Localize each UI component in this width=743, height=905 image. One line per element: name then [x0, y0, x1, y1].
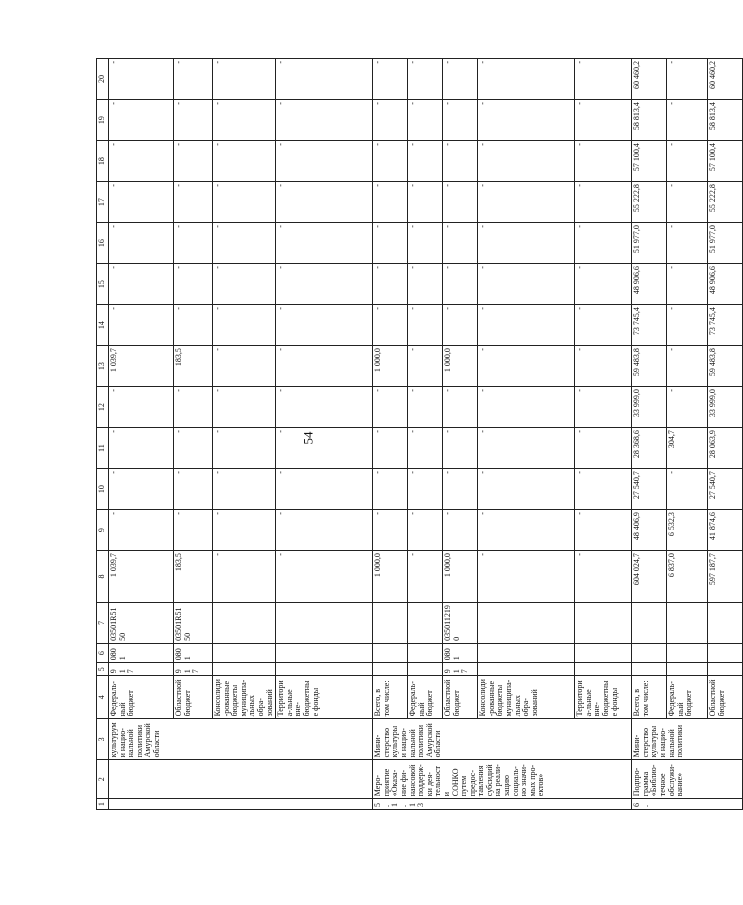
- amount-cell: -: [575, 469, 632, 510]
- page-number: 54: [300, 431, 316, 445]
- amount-cell: 27 540,7: [632, 469, 667, 510]
- amount-cell: -: [213, 305, 276, 346]
- amount-cell: -: [408, 387, 443, 428]
- amount-cell: -: [443, 305, 478, 346]
- executor-cell: Мини-стерство культуры и нацио-нальной политики: [632, 719, 743, 760]
- amount-cell: -: [213, 141, 276, 182]
- amount-cell: -: [478, 182, 575, 223]
- executor-cell: Мини-стерство культуры и нацио-нальной политики Амурской области: [373, 719, 632, 760]
- amount-cell: -: [478, 100, 575, 141]
- column-number: 14: [97, 305, 109, 346]
- table-row: [213, 59, 276, 810]
- cell-col7: [373, 602, 408, 643]
- amount-cell: 183,5: [174, 346, 213, 387]
- column-number: 8: [97, 551, 109, 603]
- amount-cell: -: [276, 182, 373, 223]
- amount-cell: -: [575, 182, 632, 223]
- amount-cell: 1 039,7: [109, 346, 174, 387]
- amount-cell: -: [174, 428, 213, 469]
- amount-cell: -: [109, 223, 174, 264]
- funding-source: Федераль-ный бюджет: [408, 676, 443, 719]
- amount-cell: -: [478, 305, 575, 346]
- amount-cell: 58 813,4: [708, 100, 743, 141]
- amount-cell: -: [213, 223, 276, 264]
- amount-cell: -: [109, 141, 174, 182]
- amount-cell: -: [276, 264, 373, 305]
- cell-col6: [632, 643, 667, 662]
- amount-cell: -: [443, 223, 478, 264]
- amount-cell: -: [575, 551, 632, 603]
- amount-cell: -: [213, 346, 276, 387]
- table-row: [667, 59, 708, 810]
- cell-col7: 03501R5150: [109, 602, 174, 643]
- cell-col7: [575, 602, 632, 643]
- amount-cell: 58 813,4: [632, 100, 667, 141]
- amount-cell: -: [213, 551, 276, 603]
- cell-col6: [667, 643, 708, 662]
- column-number-row: [97, 59, 109, 810]
- amount-cell: -: [667, 469, 708, 510]
- amount-cell: 41 874,6: [708, 510, 743, 551]
- column-number: 13: [97, 346, 109, 387]
- column-number: 7: [97, 602, 109, 643]
- amount-cell: 73 745,4: [632, 305, 667, 346]
- amount-cell: -: [478, 141, 575, 182]
- activity-name: Подпро-грамма «Библио-течное обслужи-вание»: [632, 760, 743, 799]
- amount-cell: -: [109, 387, 174, 428]
- cell-col5: [213, 663, 276, 676]
- amount-cell: 28 063,9: [708, 428, 743, 469]
- amount-cell: -: [575, 510, 632, 551]
- amount-cell: -: [276, 510, 373, 551]
- column-number: 15: [97, 264, 109, 305]
- amount-cell: 27 540,7: [708, 469, 743, 510]
- amount-cell: -: [478, 469, 575, 510]
- amount-cell: -: [408, 305, 443, 346]
- amount-cell: -: [373, 510, 408, 551]
- amount-cell: -: [478, 428, 575, 469]
- amount-cell: -: [667, 346, 708, 387]
- amount-cell: -: [373, 182, 408, 223]
- column-number: 20: [97, 59, 109, 100]
- cell-col6: [575, 643, 632, 662]
- cell-col5: [276, 663, 373, 676]
- cell-col5: [373, 663, 408, 676]
- amount-cell: -: [373, 100, 408, 141]
- cell-col6: 0801: [443, 643, 478, 662]
- amount-cell: -: [109, 305, 174, 346]
- amount-cell: -: [575, 387, 632, 428]
- amount-cell: -: [443, 469, 478, 510]
- amount-cell: -: [575, 346, 632, 387]
- cell-col6: [213, 643, 276, 662]
- rotated-table-wrapper: [96, 58, 726, 810]
- table-body: [97, 59, 743, 810]
- column-number: 17: [97, 182, 109, 223]
- amount-cell: -: [213, 428, 276, 469]
- cell-col7: [708, 602, 743, 643]
- amount-cell: -: [109, 100, 174, 141]
- amount-cell: 48 906,6: [708, 264, 743, 305]
- amount-cell: -: [575, 141, 632, 182]
- column-number: 19: [97, 100, 109, 141]
- amount-cell: -: [213, 387, 276, 428]
- cell-col7: [276, 602, 373, 643]
- cell-col7: [632, 602, 667, 643]
- cell-col6: [373, 643, 408, 662]
- funding-source: Областной бюджет: [443, 676, 478, 719]
- cell-col5: [632, 663, 667, 676]
- cell-col1: [109, 799, 373, 810]
- amount-cell: 60 460,2: [708, 59, 743, 100]
- amount-cell: -: [478, 551, 575, 603]
- column-number: 2: [97, 760, 109, 799]
- column-number: 6: [97, 643, 109, 662]
- amount-cell: -: [373, 141, 408, 182]
- amount-cell: -: [443, 59, 478, 100]
- cell-col5: [478, 663, 575, 676]
- funding-source: Территориа-льные вне-бюджетные фонды: [575, 676, 632, 719]
- amount-cell: 1 039,7: [109, 551, 174, 603]
- amount-cell: 304,7: [667, 428, 708, 469]
- table-row: [109, 59, 174, 810]
- amount-cell: -: [443, 264, 478, 305]
- funding-source: Всего, в том числе:: [373, 676, 408, 719]
- column-number: 1: [97, 799, 109, 810]
- cell-col5: [408, 663, 443, 676]
- amount-cell: -: [443, 182, 478, 223]
- cell-col7: [478, 602, 575, 643]
- amount-cell: -: [667, 264, 708, 305]
- amount-cell: -: [174, 387, 213, 428]
- amount-cell: -: [667, 387, 708, 428]
- funding-source: Областной бюджет: [708, 676, 743, 719]
- amount-cell: -: [174, 59, 213, 100]
- amount-cell: -: [408, 510, 443, 551]
- cell-col5: [708, 663, 743, 676]
- cell-col6: 0801: [109, 643, 174, 662]
- funding-source: Федераль-ный бюджет: [109, 676, 174, 719]
- amount-cell: -: [443, 141, 478, 182]
- amount-cell: -: [373, 59, 408, 100]
- funding-source: Консолиди-рованные бюджеты муниципа-льных обра-зований: [213, 676, 276, 719]
- cell-col7: 0350112190: [443, 602, 478, 643]
- amount-cell: -: [373, 469, 408, 510]
- amount-cell: -: [276, 387, 373, 428]
- cell-col6: [708, 643, 743, 662]
- amount-cell: 33 999,0: [632, 387, 667, 428]
- cell-col7: [667, 602, 708, 643]
- cell-col5: 917: [109, 663, 174, 676]
- funding-source: Всего, в том числе:: [632, 676, 667, 719]
- amount-cell: -: [213, 59, 276, 100]
- amount-cell: -: [478, 346, 575, 387]
- amount-cell: -: [408, 428, 443, 469]
- amount-cell: 1 000,0: [443, 346, 478, 387]
- amount-cell: -: [478, 510, 575, 551]
- column-number: 4: [97, 676, 109, 719]
- amount-cell: -: [478, 264, 575, 305]
- cell-col7: 03501R5150: [174, 602, 213, 643]
- amount-cell: -: [575, 428, 632, 469]
- funding-source: Федераль-ный бюджет: [667, 676, 708, 719]
- amount-cell: -: [276, 223, 373, 264]
- amount-cell: -: [408, 100, 443, 141]
- amount-cell: -: [443, 387, 478, 428]
- table-row: [373, 59, 408, 810]
- amount-cell: -: [174, 469, 213, 510]
- amount-cell: -: [276, 551, 373, 603]
- amount-cell: 1 000,0: [373, 551, 408, 603]
- amount-cell: -: [408, 182, 443, 223]
- funding-source: Областной бюджет: [174, 676, 213, 719]
- amount-cell: -: [373, 428, 408, 469]
- amount-cell: -: [373, 305, 408, 346]
- activity-name: Меро-приятие «Оказа-ние фи-нансовой поддерж-ки дея-тельности СОНКО путем предос-тавления субсидий на реали-зацию социаль-но значи-мых про-ектов»: [373, 760, 632, 799]
- cell-col6: [408, 643, 443, 662]
- amount-cell: -: [276, 346, 373, 387]
- amount-cell: 183,5: [174, 551, 213, 603]
- amount-cell: -: [408, 59, 443, 100]
- amount-cell: -: [213, 264, 276, 305]
- amount-cell: -: [408, 346, 443, 387]
- amount-cell: -: [478, 59, 575, 100]
- table-row: [408, 59, 443, 810]
- amount-cell: -: [575, 223, 632, 264]
- amount-cell: 57 100,4: [632, 141, 667, 182]
- amount-cell: -: [443, 510, 478, 551]
- amount-cell: 51 977,0: [632, 223, 667, 264]
- amount-cell: -: [109, 428, 174, 469]
- column-number: 11: [97, 428, 109, 469]
- cell-col7: [213, 602, 276, 643]
- amount-cell: -: [667, 223, 708, 264]
- amount-cell: -: [408, 223, 443, 264]
- amount-cell: 59 483,8: [708, 346, 743, 387]
- amount-cell: -: [213, 469, 276, 510]
- amount-cell: 57 100,4: [708, 141, 743, 182]
- amount-cell: 55 222,8: [632, 182, 667, 223]
- amount-cell: 1 000,0: [443, 551, 478, 603]
- amount-cell: -: [174, 182, 213, 223]
- amount-cell: 6 837,0: [667, 551, 708, 603]
- amount-cell: -: [575, 59, 632, 100]
- cell-col7: [408, 602, 443, 643]
- amount-cell: 51 977,0: [708, 223, 743, 264]
- amount-cell: -: [478, 387, 575, 428]
- amount-cell: 1 000,0: [373, 346, 408, 387]
- amount-cell: 60 460,2: [632, 59, 667, 100]
- amount-cell: -: [575, 264, 632, 305]
- row-number: 6.: [632, 799, 743, 810]
- amount-cell: 73 745,4: [708, 305, 743, 346]
- cell-col6: [276, 643, 373, 662]
- cell-col5: [575, 663, 632, 676]
- amount-cell: -: [174, 305, 213, 346]
- amount-cell: 59 483,8: [632, 346, 667, 387]
- funding-source: Территориа-льные вне-бюджетные фонды: [276, 676, 373, 719]
- amount-cell: -: [276, 141, 373, 182]
- table-row: [174, 59, 213, 810]
- amount-cell: 48 406,9: [632, 510, 667, 551]
- column-number: 3: [97, 719, 109, 760]
- amount-cell: -: [408, 264, 443, 305]
- amount-cell: -: [276, 100, 373, 141]
- amount-cell: -: [408, 551, 443, 603]
- budget-table: [96, 58, 743, 810]
- amount-cell: -: [109, 182, 174, 223]
- column-number: 9: [97, 510, 109, 551]
- cell-col2: [109, 760, 373, 799]
- amount-cell: -: [276, 428, 373, 469]
- amount-cell: -: [373, 223, 408, 264]
- amount-cell: -: [213, 182, 276, 223]
- amount-cell: 33 999,0: [708, 387, 743, 428]
- cell-col5: 917: [443, 663, 478, 676]
- column-number: 12: [97, 387, 109, 428]
- amount-cell: 6 532,3: [667, 510, 708, 551]
- table-row: [478, 59, 575, 810]
- amount-cell: -: [408, 141, 443, 182]
- amount-cell: -: [667, 305, 708, 346]
- amount-cell: -: [213, 100, 276, 141]
- amount-cell: -: [667, 100, 708, 141]
- column-number: 5: [97, 663, 109, 676]
- cell-col6: 0801: [174, 643, 213, 662]
- column-number: 18: [97, 141, 109, 182]
- amount-cell: -: [213, 510, 276, 551]
- amount-cell: -: [109, 469, 174, 510]
- amount-cell: -: [276, 305, 373, 346]
- amount-cell: -: [478, 223, 575, 264]
- cell-col5: [667, 663, 708, 676]
- amount-cell: 28 368,6: [632, 428, 667, 469]
- table-row: [708, 59, 743, 810]
- amount-cell: -: [667, 141, 708, 182]
- table-row: [276, 59, 373, 810]
- amount-cell: -: [575, 305, 632, 346]
- amount-cell: -: [443, 428, 478, 469]
- amount-cell: -: [667, 59, 708, 100]
- amount-cell: -: [174, 264, 213, 305]
- table-row: [632, 59, 667, 810]
- amount-cell: -: [276, 59, 373, 100]
- amount-cell: -: [443, 100, 478, 141]
- amount-cell: -: [667, 182, 708, 223]
- amount-cell: -: [109, 264, 174, 305]
- cell-col5: 917: [174, 663, 213, 676]
- column-number: 16: [97, 223, 109, 264]
- amount-cell: 604 024,7: [632, 551, 667, 603]
- amount-cell: 48 906,6: [632, 264, 667, 305]
- amount-cell: -: [373, 264, 408, 305]
- amount-cell: -: [174, 100, 213, 141]
- amount-cell: -: [174, 510, 213, 551]
- table-row: [575, 59, 632, 810]
- amount-cell: -: [408, 469, 443, 510]
- executor-cell: культурум и нацио-нальной политики Амурской области: [109, 719, 373, 760]
- amount-cell: 55 222,8: [708, 182, 743, 223]
- amount-cell: 597 187,7: [708, 551, 743, 603]
- amount-cell: -: [174, 223, 213, 264]
- amount-cell: -: [575, 100, 632, 141]
- amount-cell: -: [109, 510, 174, 551]
- amount-cell: -: [373, 387, 408, 428]
- amount-cell: -: [174, 141, 213, 182]
- column-number: 10: [97, 469, 109, 510]
- table-row: [443, 59, 478, 810]
- row-number: 5.1.13: [373, 799, 632, 810]
- amount-cell: -: [276, 469, 373, 510]
- funding-source: Консолиди-рованные бюджеты муниципа-льных обра-зований: [478, 676, 575, 719]
- amount-cell: -: [109, 59, 174, 100]
- cell-col6: [478, 643, 575, 662]
